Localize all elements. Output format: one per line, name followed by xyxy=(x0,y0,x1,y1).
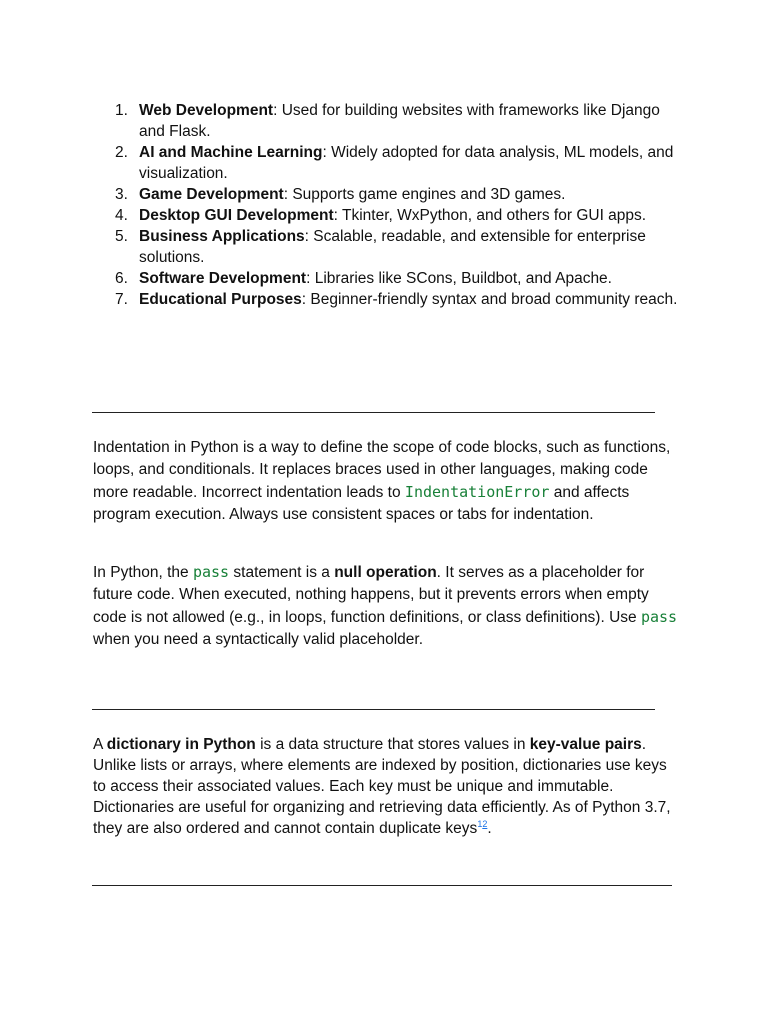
dictionary-bold-1: dictionary in Python xyxy=(106,736,256,753)
horizontal-divider xyxy=(92,885,672,886)
list-item xyxy=(93,226,678,268)
footnote-link-2[interactable]: 2 xyxy=(482,819,488,829)
list-item xyxy=(93,268,678,289)
footnote-refs xyxy=(477,819,487,829)
list-desc: : Libraries like SCons, Buildbot, and Apache. xyxy=(306,270,612,287)
dictionary-text-4: . xyxy=(487,820,492,837)
footnote-link-1[interactable]: 1 xyxy=(477,819,483,829)
list-number: 1. xyxy=(115,102,128,119)
list-item xyxy=(93,142,678,184)
dictionary-bold-2: key-value pairs xyxy=(529,736,642,753)
list-desc: : Used for building websites with frameworks like Django and Flask. xyxy=(139,102,660,140)
list-number: 7. xyxy=(115,291,128,308)
list-term: AI and Machine Learning xyxy=(139,144,323,161)
pass-code: pass xyxy=(640,608,678,626)
list-desc: : Scalable, readable, and extensible for enterprise solutions. xyxy=(139,228,646,266)
pass-text-2: statement is a xyxy=(229,564,335,581)
horizontal-divider xyxy=(92,412,655,413)
list-number: 4. xyxy=(115,207,128,224)
list-desc: : Supports game engines and 3D games. xyxy=(283,186,566,203)
pass-bold: null operation xyxy=(334,564,437,581)
horizontal-divider xyxy=(92,709,655,710)
pass-code: pass xyxy=(192,563,230,581)
pass-text-3: . It serves as a placeholder for future code. When executed, nothing happens, but it prevents errors when empty code is not allowed (e.g., in loops, function definitions, or class definitions). Use xyxy=(93,564,649,626)
dictionary-text-1: A xyxy=(93,736,107,753)
list-number: 6. xyxy=(115,270,128,287)
indentation-error-code: IndentationError xyxy=(404,483,550,501)
list-term: Web Development xyxy=(139,102,274,119)
list-term: Educational Purposes xyxy=(139,291,302,308)
list-desc: : Tkinter, WxPython, and others for GUI apps. xyxy=(333,207,647,224)
pass-paragraph xyxy=(93,561,683,651)
list-item xyxy=(93,100,678,142)
list-term: Software Development xyxy=(139,270,307,287)
list-number: 5. xyxy=(115,228,128,245)
dictionary-text-3: . Unlike lists or arrays, where elements are indexed by position, dictionaries use keys to access their associated values. Each key must be unique and immutable. Dictionaries are useful for organizing and retrieving data efficiently. As of Python 3.7, they are also ordered and cannot contain duplicate keys xyxy=(93,736,671,837)
list-desc: : Widely adopted for data analysis, ML models, and visualization. xyxy=(139,144,674,182)
pass-text-1: In Python, the xyxy=(93,564,193,581)
pass-text-4: when you need a syntactically valid placeholder. xyxy=(93,631,424,648)
list-item xyxy=(93,289,678,310)
dictionary-paragraph xyxy=(93,734,683,839)
list-item xyxy=(93,184,678,205)
list-term: Desktop GUI Development xyxy=(139,207,334,224)
list-item xyxy=(93,205,678,226)
dictionary-text-2: is a data structure that stores values in xyxy=(255,736,530,753)
list-number: 3. xyxy=(115,186,128,203)
list-desc: : Beginner-friendly syntax and broad community reach. xyxy=(301,291,678,308)
indentation-text-1: Indentation in Python is a way to define the scope of code blocks, such as functions, loops, and conditionals. It replaces braces used in other languages, making code more readable. Incorrect indentation leads to xyxy=(93,439,671,501)
indentation-text-2: and affects program execution. Always use consistent spaces or tabs for indentation. xyxy=(93,484,630,523)
list-term: Business Applications xyxy=(139,228,305,245)
python-uses-list xyxy=(93,100,678,310)
list-term: Game Development xyxy=(139,186,284,203)
indentation-paragraph xyxy=(93,437,683,526)
list-number: 2. xyxy=(115,144,128,161)
